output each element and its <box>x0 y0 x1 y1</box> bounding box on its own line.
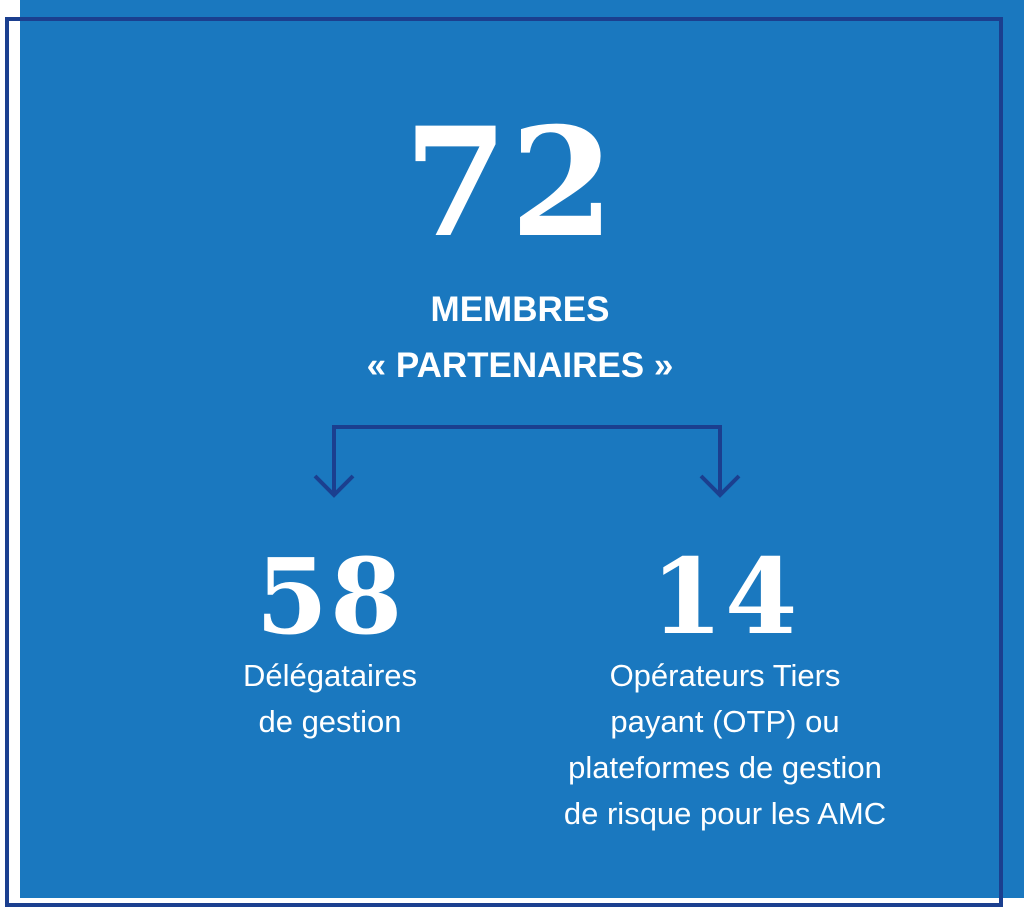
operateurs-number: 14 <box>650 535 800 658</box>
delegataires-desc-line: Délégataires <box>242 658 418 693</box>
connector-line <box>334 427 720 494</box>
operateurs-desc-line: payant (OTP) ou <box>610 704 840 739</box>
total-members-number: 72 <box>403 95 617 271</box>
delegataires-desc-line: de gestion <box>258 704 402 739</box>
operateurs-desc-line: de risque pour les AMC <box>563 796 887 831</box>
delegataires-description <box>180 653 480 745</box>
operateurs-desc-line: Opérateurs Tiers <box>609 658 841 693</box>
total-members-label-line1: MEMBRES <box>430 290 610 329</box>
operateurs-description <box>470 653 980 837</box>
total-members-label-line2: « PARTENAIRES » <box>366 346 674 385</box>
delegataires-number: 58 <box>255 535 405 658</box>
operateurs-desc-line: plateformes de gestion <box>568 750 882 785</box>
